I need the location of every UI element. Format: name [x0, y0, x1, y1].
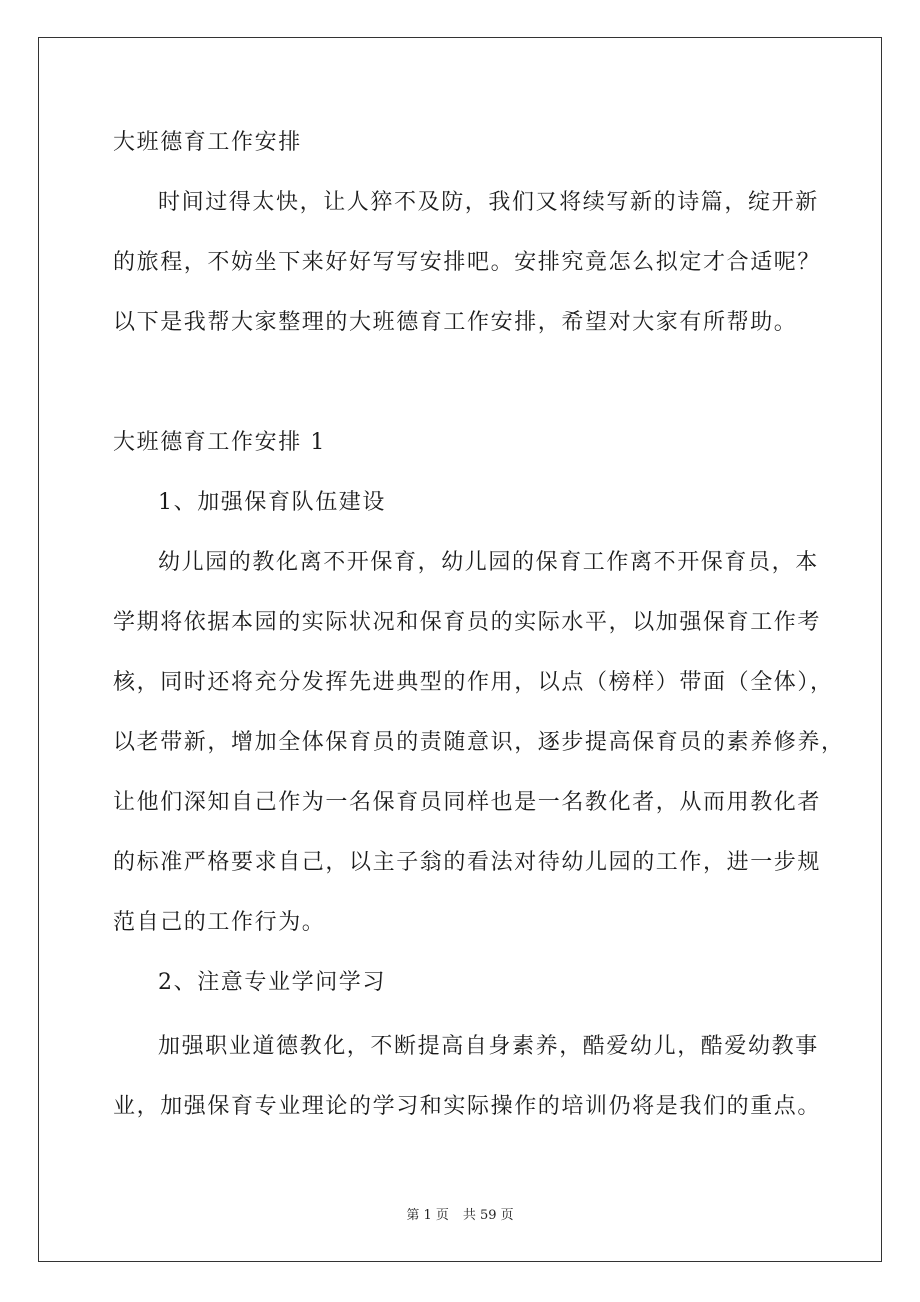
item1-line-4: 以老带新，增加全体保育员的责随意识，逐步提高保育员的素养修养， [113, 730, 845, 755]
page-total: 共 59 页 [462, 1208, 514, 1223]
document-title: 大班德育工作安排 [113, 130, 302, 155]
item1-heading: 1、加强保育队伍建设 [158, 490, 386, 515]
item2-line-2: 业，加强保育专业理论的学习和实际操作的培训仍将是我们的重点。 [113, 1094, 822, 1119]
item1-line-6: 的标准严格要求自己，以主子翁的看法对待幼儿园的工作，进一步规 [113, 850, 822, 875]
item2-line-1: 加强职业道德教化，不断提高自身素养，酷爱幼儿，酷爱幼教事 [158, 1034, 819, 1059]
intro-line-2: 的旅程，不妨坐下来好好写写安排吧。安排究竟怎么拟定才合适呢？ [113, 250, 822, 275]
intro-line-3: 以下是我帮大家整理的大班德育工作安排，希望对大家有所帮助。 [113, 310, 798, 335]
item1-line-1: 幼儿园的教化离不开保育，幼儿园的保育工作离不开保育员，本 [158, 550, 819, 575]
item1-line-3: 核，同时还将充分发挥先进典型的作用，以点（榜样）带面（全体）， [113, 670, 834, 695]
page-border [38, 37, 882, 1262]
intro-line-1: 时间过得太快，让人猝不及防，我们又将续写新的诗篇，绽开新 [158, 190, 819, 215]
item2-heading: 2、注意专业学问学习 [158, 970, 386, 995]
page-footer [0, 1208, 920, 1224]
item1-line-5: 让他们深知自己作为一名保育员同样也是一名教化者，从而用教化者 [113, 790, 822, 815]
page-number: 第 1 页 [406, 1208, 449, 1223]
item1-line-2: 学期将依据本园的实际状况和保育员的实际水平，以加强保育工作考 [113, 610, 822, 635]
item1-line-7: 范自己的工作行为。 [113, 910, 326, 935]
section-title: 大班德育工作安排 1 [113, 430, 326, 455]
